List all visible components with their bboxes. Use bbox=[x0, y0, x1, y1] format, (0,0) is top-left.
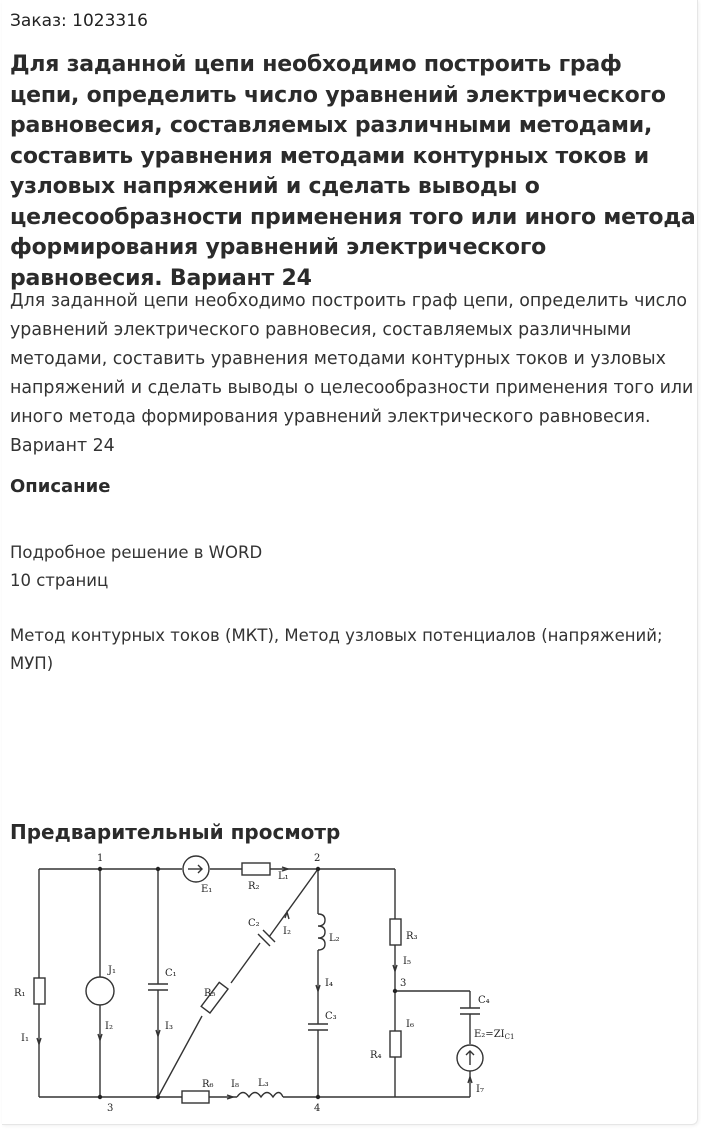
label-c2: C₂ bbox=[248, 918, 260, 929]
node-label-4: 4 bbox=[314, 1103, 321, 1114]
label-r2: R₂ bbox=[248, 881, 260, 892]
label-i7: I₇ bbox=[476, 1084, 484, 1095]
content-card bbox=[2, 0, 698, 1125]
label-c3: C₃ bbox=[325, 1011, 337, 1022]
node-label-3: 3 bbox=[107, 1103, 114, 1114]
label-e1: E₁ bbox=[201, 884, 213, 895]
label-i3: I₃ bbox=[165, 1021, 173, 1032]
description-line-1: Подробное решение в WORD bbox=[10, 543, 263, 562]
circuit-schematic bbox=[2, 846, 522, 1116]
preview-heading: Предварительный просмотр bbox=[10, 820, 341, 844]
label-i4: I₄ bbox=[325, 978, 333, 989]
label-l2: L₂ bbox=[329, 933, 340, 944]
label-l3: L₃ bbox=[258, 1078, 269, 1089]
label-e2: $E_2=ZI_{C1}$ bbox=[474, 1029, 515, 1041]
resistor-r3 bbox=[390, 919, 401, 945]
label-r5: R₅ bbox=[204, 988, 216, 999]
resistor-r1 bbox=[34, 978, 45, 1004]
label-i2: I₂ bbox=[105, 1021, 113, 1032]
order-number: Заказ: 1023316 bbox=[10, 11, 148, 31]
label-i5: I₅ bbox=[403, 956, 411, 967]
label-j1: J₁ bbox=[108, 965, 117, 976]
label-r3: R₃ bbox=[406, 931, 418, 942]
label-c4: C₄ bbox=[478, 995, 490, 1006]
page-title: Для заданной цепи необходимо построить граф цепи, определить число уравнений электрического равновесия, составляемых различными методами, составить уравнения методами контурных токов и узловых напряжений и сделать выводы о целесообразности применения того или иного метода формирования уравнений электрического равновесия. Вариант 24 bbox=[10, 52, 696, 291]
lead-paragraph: Для заданной цепи необходимо построить граф цепи, определить число уравнений электрического равновесия, составляемых различными методами, составить уравнения методами контурных токов и узловых напряжений и сделать выводы о целесообразности применения того или иного метода формирования уравнений электрического равновесия. Вариант 24 bbox=[10, 291, 694, 456]
node-label-1: 1 bbox=[97, 853, 104, 864]
current-source-j1 bbox=[86, 977, 114, 1005]
label-r4: R₄ bbox=[370, 1050, 382, 1061]
label-ic: I₂ bbox=[283, 926, 291, 937]
description-format bbox=[10, 539, 262, 595]
inductor-l3 bbox=[237, 1093, 283, 1098]
label-l1: L₁ bbox=[278, 871, 289, 882]
resistor-r4 bbox=[390, 1031, 401, 1057]
description-line-2: 10 страниц bbox=[10, 571, 109, 590]
node-label-2: 2 bbox=[314, 853, 321, 864]
label-r6: R₆ bbox=[202, 1079, 214, 1090]
label-c1: C₁ bbox=[165, 968, 177, 979]
label-i1: I₁ bbox=[21, 1033, 29, 1044]
label-r1: R₁ bbox=[14, 988, 26, 999]
inductor-l2 bbox=[318, 914, 325, 950]
description-methods: Метод контурных токов (МКТ), Метод узловых потенциалов (напряжений; МУП) bbox=[10, 626, 663, 673]
node-label-3b: 3 bbox=[400, 978, 407, 989]
resistor-r2 bbox=[242, 863, 270, 875]
description-heading: Описание bbox=[10, 476, 111, 497]
label-i6: I₆ bbox=[406, 1019, 414, 1030]
label-i8: I₈ bbox=[231, 1079, 239, 1090]
resistor-r6 bbox=[182, 1091, 209, 1103]
